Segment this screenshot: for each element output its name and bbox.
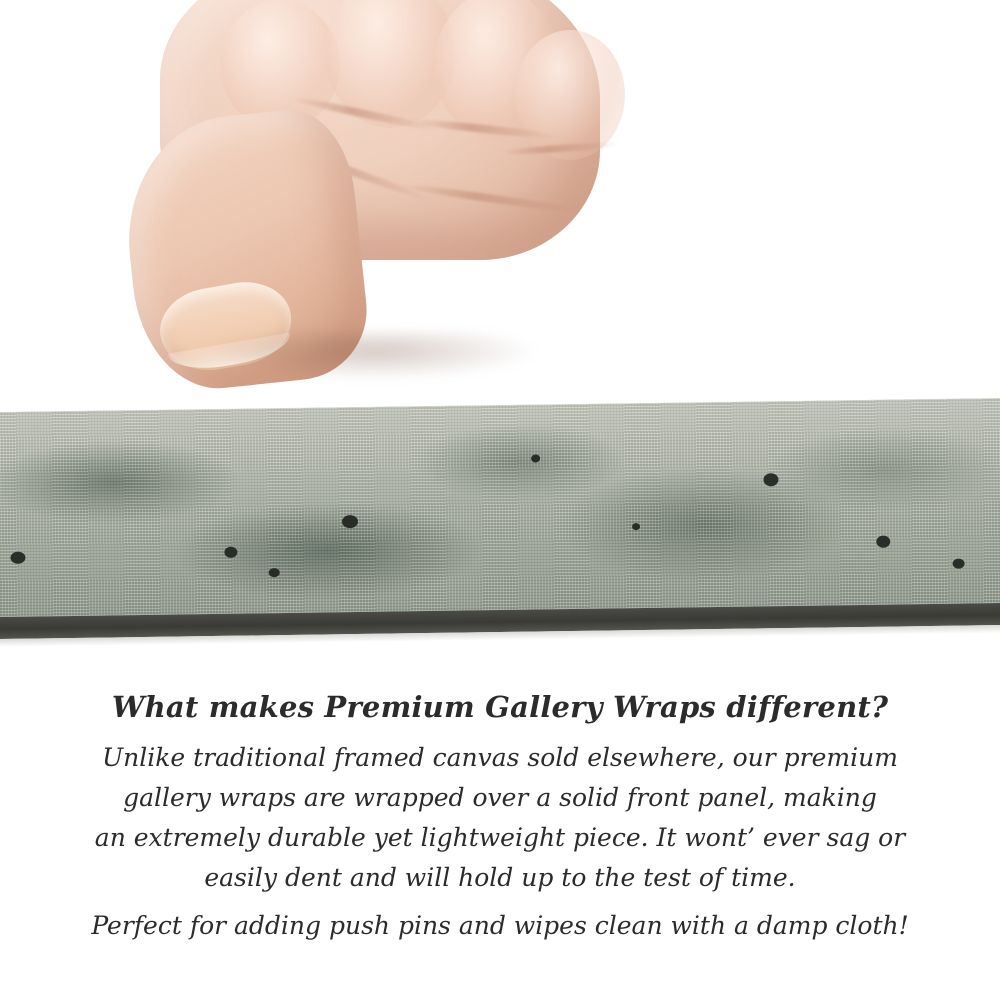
caption-block (0, 690, 1000, 946)
hand-shadow (210, 332, 540, 380)
canvas-speck (632, 523, 640, 530)
canvas-speck (531, 454, 540, 462)
canvas-printed-surface (0, 398, 1000, 617)
caption-line-2: gallery wraps are wrapped over a solid front panel, making (123, 783, 877, 812)
caption-line-3: an extremely durable yet lightweight piece. It wont’ ever sag or (94, 823, 906, 852)
caption-title: What makes Premium Gallery Wraps different? (111, 690, 889, 724)
canvas-weave-texture (0, 398, 1000, 617)
caption-closing-line: Perfect for adding push pins and wipes clean with a damp cloth! (91, 911, 909, 940)
canvas-speck (876, 536, 890, 548)
caption-line-1: Unlike traditional framed canvas sold elsewhere, our premium (102, 743, 898, 772)
knuckle-highlight (515, 30, 625, 160)
hand-photo (120, 0, 640, 430)
gallery-wrap-edge (0, 398, 1000, 647)
caption-line-4: easily dent and will hold up to the test of time. (204, 863, 796, 892)
